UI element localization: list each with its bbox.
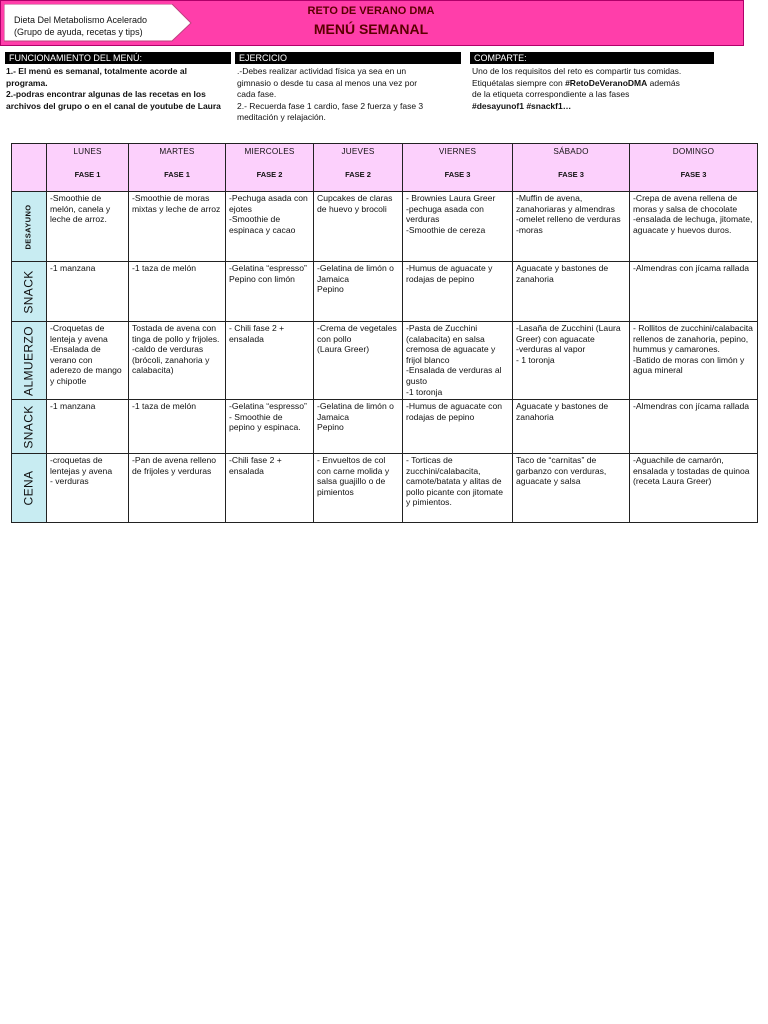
cell-line: - Smoothie de pepino y espinaca.: [229, 411, 301, 433]
share-line: [472, 101, 752, 113]
meal-label: DESAYUNO: [23, 203, 33, 250]
cell-line: -1 toronja: [406, 386, 443, 397]
exercise-line: meditación y relajación.: [237, 112, 326, 123]
cell-line: -Ensalada de verano con aderezo de mango y chipotle: [50, 344, 122, 386]
menu-info-line: 2.-podras encontrar algunas de las recetas en los: [6, 89, 206, 100]
day-phase: FASE 1: [74, 169, 101, 179]
cell-line: -Gelatina “espresso”: [229, 401, 307, 411]
day-phase: FASE 1: [164, 169, 190, 179]
cell-line: -Croquetas de lenteja y avena: [50, 323, 108, 344]
meal-label: ALMUERZO: [21, 325, 36, 396]
cell-line: -croquetas de lentejas y avena: [50, 455, 113, 476]
meal-cell: Aguacate y bastones de zanahoria: [513, 400, 630, 454]
meal-cell: [403, 192, 513, 262]
cell-line: -Ensalada de verduras al gusto: [406, 365, 502, 386]
meal-label: SNACK: [21, 269, 36, 314]
arrow-text: [14, 14, 147, 38]
day-header-tuesday: [129, 144, 226, 192]
share-text: además: [647, 77, 680, 88]
share-line: Uno de los requisitos del reto es compartir tus comidas.: [472, 66, 682, 76]
meal-label-cell: [12, 400, 47, 454]
cell-line: -Pasta de Zucchini (calabacita) en salsa cremosa de aguacate y frijol blanco: [406, 323, 496, 365]
day-name: JUEVES: [341, 147, 375, 156]
cell-line: -Crepa de avena rellena de moras y salsa de chocolate: [633, 193, 738, 214]
cell-line: -verduras al vapor: [516, 344, 586, 355]
meal-cell: Taco de “carnitas” de garbanzo con verduras, aguacate y salsa: [513, 454, 630, 523]
meal-row-cena: [12, 454, 758, 523]
hashtag-phases: #desayunof1 #snackf1…: [472, 100, 572, 111]
cell-line: - 1 toronja: [516, 354, 555, 365]
cell-line: Tostada de avena con tinga de pollo y frijoles.: [132, 323, 220, 344]
meal-cell: [47, 454, 129, 523]
day-name: VIERNES: [438, 147, 477, 156]
day-name: MIERCOLES: [244, 147, 295, 156]
meal-label: SNACK: [21, 404, 36, 449]
day-phase: FASE 3: [444, 169, 471, 179]
cell-line: -pechuga asada con verduras: [406, 203, 484, 225]
arrow-label: [4, 4, 192, 42]
meal-cell: Cupcakes de claras de huevo y brocoli: [314, 192, 403, 262]
meal-cell: -1 taza de melón: [129, 262, 226, 322]
meal-cell: [630, 322, 758, 400]
day-phase: FASE 2: [345, 169, 371, 179]
cell-line: Pepino: [317, 422, 344, 433]
cell-line: -caldo de verduras (brócoli, zanahoria y calabacita): [132, 344, 210, 376]
meal-cell: -Humus de aguacate con rodajas de pepino: [403, 400, 513, 454]
menu-info-line: programa.: [6, 77, 48, 88]
hashtag-reto: #RetoDeVeranoDMA: [565, 77, 648, 88]
cell-line: -Lasaña de Zucchini (Laura Greer) con aguacate: [516, 323, 621, 344]
meal-label: CENA: [21, 470, 36, 506]
meal-cell: [314, 400, 403, 454]
meal-cell: [314, 322, 403, 400]
share-body: [472, 66, 752, 112]
meal-cell: -Pan de avena relleno de frijoles y verduras: [129, 454, 226, 523]
exercise-body: [237, 66, 462, 124]
share-text: Etiquétalas siempre con: [472, 77, 566, 88]
meal-cell: - Chili fase 2 + ensalada: [226, 322, 314, 400]
cell-line: -Crema de vegetales con pollo: [317, 323, 397, 344]
day-phase: FASE 3: [558, 169, 584, 179]
meal-cell: [314, 262, 403, 322]
menu-info-line: 1.- El menú es semanal, totalmente acorde al: [6, 66, 187, 76]
cell-line: -Pechuga asada con ejotes: [229, 193, 308, 214]
menu-info-body: [6, 66, 230, 112]
meal-cell: [47, 322, 129, 400]
exercise-line: .-Debes realizar actividad física ya sea en un: [237, 66, 407, 76]
menu-info-heading: FUNCIONAMIENTO DEL MENÚ:: [5, 52, 231, 64]
day-header-thursday: [314, 144, 403, 192]
meal-cell: -Almendras con jícama rallada: [630, 400, 758, 454]
meal-cell: -Smoothie de melón, canela y leche de arroz.: [47, 192, 129, 262]
day-name: DOMINGO: [672, 147, 715, 156]
meal-label-cell: [12, 454, 47, 523]
meal-cell: [403, 322, 513, 400]
table-header-row: [12, 144, 758, 192]
page-title: RETO DE VERANO DMA: [307, 5, 435, 17]
cell-line: -Gelatina de limón o Jamaica: [317, 263, 394, 284]
day-header-sunday: [630, 144, 758, 192]
day-name: MARTES: [159, 147, 195, 156]
cell-line: - verduras: [50, 476, 89, 487]
menu-info-line: archivos del grupo o en el canal de youtube de Laura: [6, 100, 221, 111]
arrow-line-1: Dieta Del Metabolismo Acelerado: [14, 15, 148, 25]
day-phase: FASE 2: [256, 169, 283, 179]
meal-cell: - Envueltos de col con carne molida y salsa guajillo o de pimientos: [314, 454, 403, 523]
day-phase: FASE 3: [680, 169, 707, 179]
share-line: de la etiqueta correspondiente a las fases: [472, 89, 630, 100]
page-subtitle: MENÚ SEMANAL: [313, 21, 429, 37]
header-banner: [0, 0, 744, 46]
cell-line: -Muffin de avena, zanahoriaras y almendras: [516, 193, 615, 214]
cell-line: -Gelatina de limón o Jamaica: [317, 401, 394, 422]
cell-line: - Brownies Laura Greer: [406, 193, 496, 203]
meal-cell: [513, 192, 630, 262]
meal-cell: -1 taza de melón: [129, 400, 226, 454]
exercise-line: gimnasio o desde tu casa al menos una vez por: [237, 77, 418, 88]
day-header-wednesday: [226, 144, 314, 192]
weekly-menu-table: [11, 143, 758, 523]
cell-line: - Rollitos de zucchini/calabacita rellenos de zanahoria, pepino, hummus y camarones.: [633, 323, 753, 355]
cell-line: -Smoothie de espinaca y cacao: [229, 214, 296, 235]
cell-line: -ensalada de lechuga, jitomate, aguacate y huevos duros.: [633, 214, 753, 235]
meal-cell: -1 manzana: [47, 400, 129, 454]
meal-cell: [129, 322, 226, 400]
exercise-heading: EJERCICIO: [235, 52, 461, 64]
day-header-saturday: [513, 144, 630, 192]
meal-label-cell: [12, 192, 47, 262]
meal-cell: -Humus de aguacate y rodajas de pepino: [403, 262, 513, 322]
meal-cell: Aguacate y bastones de zanahoria: [513, 262, 630, 322]
meal-row-snack-1: [12, 262, 758, 322]
day-name: LUNES: [73, 147, 102, 156]
meal-row-snack-2: [12, 400, 758, 454]
meal-cell: [226, 192, 314, 262]
meal-cell: -1 manzana: [47, 262, 129, 322]
meal-row-desayuno: [12, 192, 758, 262]
meal-cell: [226, 400, 314, 454]
day-name: SÁBADO: [553, 147, 589, 156]
share-heading: COMPARTE:: [470, 52, 714, 64]
day-header-monday: [47, 144, 129, 192]
cell-line: Pepino: [317, 284, 344, 295]
cell-line: -omelet relleno de verduras: [516, 214, 621, 225]
meal-cell: [630, 192, 758, 262]
corner-cell: [12, 144, 47, 192]
meal-cell: [226, 262, 314, 322]
meal-cell: -Almendras con jícama rallada: [630, 262, 758, 322]
meal-row-almuerzo: [12, 322, 758, 400]
meal-label-cell: [12, 262, 47, 322]
cell-line: -Gelatina “espresso”: [229, 263, 307, 273]
arrow-line-2: (Grupo de ayuda, recetas y tips): [14, 27, 143, 37]
exercise-line: cada fase.: [237, 89, 277, 100]
exercise-line: 2.- Recuerda fase 1 cardio, fase 2 fuerza y fase 3: [237, 100, 424, 111]
day-header-friday: [403, 144, 513, 192]
meal-cell: -Chili fase 2 + ensalada: [226, 454, 314, 523]
meal-cell: -Smoothie de moras mixtas y leche de arroz: [129, 192, 226, 262]
cell-line: -Smoothie de cereza: [406, 224, 486, 235]
cell-line: -Batido de moras con limón y agua mineral: [633, 354, 745, 376]
cell-line: (Laura Greer): [317, 344, 370, 355]
meal-cell: - Torticas de zucchini/calabacita, camote/batata y alitas de pollo picante con jitomate y pimientos.: [403, 454, 513, 523]
cell-line: Pepino con limón: [229, 273, 295, 284]
meal-cell: -Aguachile de camarón, ensalada y tostadas de quinoa (receta Laura Greer): [630, 454, 758, 523]
meal-label-cell: [12, 322, 47, 400]
cell-line: -moras: [516, 224, 543, 235]
meal-cell: [513, 322, 630, 400]
share-line: [472, 78, 752, 90]
